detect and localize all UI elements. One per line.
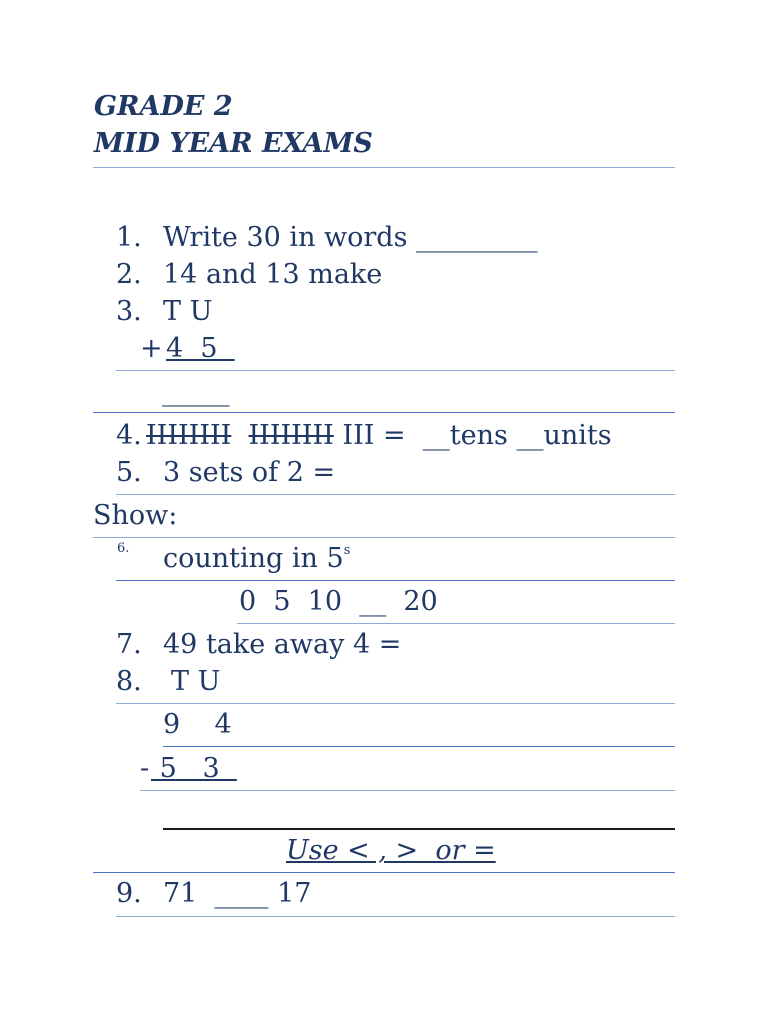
q3-answer-blank[interactable]: _____ — [162, 376, 230, 407]
q3-number: 3. — [116, 296, 142, 327]
exam-grade-title: GRADE 2 — [94, 91, 233, 122]
q9-number: 9. — [116, 878, 142, 909]
q4-number: 4. — [116, 420, 142, 451]
instruction-rule — [93, 872, 675, 873]
q8-rule-1 — [116, 703, 675, 704]
q9-rule — [116, 916, 675, 917]
q3-rule-bottom — [93, 412, 675, 413]
q6-superscript: s — [343, 543, 351, 558]
compare-instruction: Use < , > or = — [286, 835, 496, 866]
q5-number: 5. — [116, 457, 142, 488]
q7-text: 49 take away 4 = — [163, 629, 402, 660]
q4-answer: __tens __units — [422, 420, 612, 451]
q6-text: counting in 5 — [163, 543, 344, 574]
q4-tally-group-1: IIIIIIII — [146, 420, 232, 451]
q8-number: 8. — [116, 666, 142, 697]
q7-number: 7. — [116, 629, 142, 660]
q6-text-line — [163, 545, 350, 572]
q5-rule — [116, 494, 675, 495]
q3-rule-top — [116, 370, 675, 371]
q3-operand: 4 5 — [166, 333, 235, 364]
q6-sequence: 0 5 10 __ 20 — [239, 586, 438, 617]
header-rule — [93, 167, 675, 168]
q6-rule-top — [116, 580, 675, 581]
q9-text: 71 ____ 17 — [163, 878, 312, 909]
q5-text: 3 sets of 2 = — [163, 457, 336, 488]
q4-tally-group-3: III = — [342, 420, 406, 451]
q8-operand: 5 3 — [151, 753, 237, 784]
q8-answer-line[interactable] — [163, 828, 675, 830]
q4-tally-group-2: IIIIIIII — [248, 420, 334, 451]
q8-rule-3 — [140, 790, 675, 791]
q3-column-header: T U — [163, 296, 213, 327]
q1-text: Write 30 in words _________ — [163, 222, 538, 253]
q2-text: 14 and 13 make — [163, 259, 383, 290]
q8-rule-2 — [163, 746, 675, 747]
q3-operator: + — [140, 333, 163, 364]
q6-number: 6. — [117, 541, 130, 556]
q8-row-1: 9 4 — [163, 709, 232, 740]
q6-rule-bottom — [237, 623, 675, 624]
q8-operator: - — [140, 753, 150, 784]
q2-number: 2. — [116, 259, 142, 290]
show-label: Show: — [93, 500, 178, 531]
q1-number: 1. — [116, 222, 142, 253]
q4-tally-row — [146, 422, 612, 449]
show-rule — [93, 537, 675, 538]
exam-name-title: MID YEAR EXAMS — [94, 128, 373, 159]
q8-column-header: T U — [171, 666, 221, 697]
